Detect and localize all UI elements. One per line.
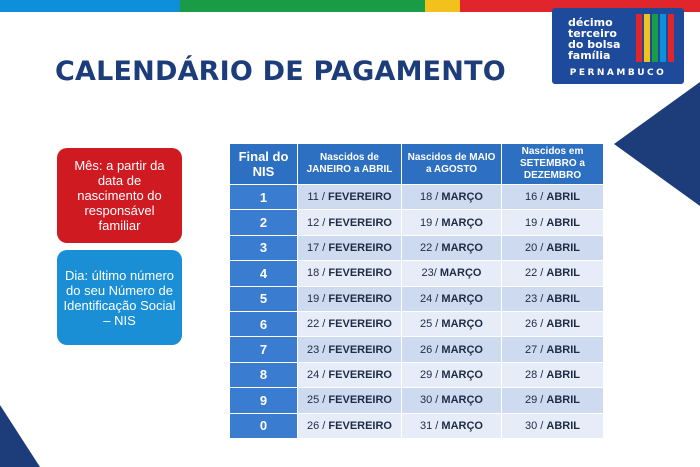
payment-date-cell — [402, 337, 502, 362]
payment-day: 22 / — [524, 267, 544, 280]
top-stripe-blue — [0, 0, 180, 12]
table-row — [230, 185, 604, 210]
payment-date-cell — [502, 210, 604, 235]
program-logo — [552, 8, 684, 84]
payment-month: MARÇO — [441, 343, 483, 356]
payment-date-cell — [502, 413, 604, 438]
payment-day: 17 / — [307, 241, 326, 254]
payment-date-cell — [402, 388, 502, 413]
payment-day: 26 / — [420, 343, 439, 356]
nis-digit: 0 — [230, 413, 298, 438]
payment-day: 28 / — [524, 368, 544, 381]
payment-month: MARÇO — [441, 419, 483, 432]
payment-date-cell — [298, 413, 402, 438]
month-info-box — [57, 148, 182, 243]
payment-date-cell — [298, 261, 402, 286]
payment-date-cell — [402, 286, 502, 311]
payment-date-cell — [502, 235, 604, 260]
nis-digit: 8 — [230, 362, 298, 387]
nis-digit: 9 — [230, 388, 298, 413]
logo-color-bars — [636, 14, 674, 62]
payment-date-cell — [502, 337, 604, 362]
payment-day: 30 / — [420, 394, 439, 407]
payment-date-cell — [402, 362, 502, 387]
payment-month: MARÇO — [441, 394, 483, 407]
payment-day: 26 / — [524, 318, 544, 331]
payment-day: 27 / — [524, 343, 544, 356]
payment-day: 25 / — [307, 394, 326, 407]
payment-date-cell — [298, 210, 402, 235]
day-info-box — [57, 250, 182, 345]
payment-day: 26 / — [307, 419, 326, 432]
payment-date-cell — [298, 311, 402, 336]
table-header-row — [230, 144, 604, 185]
header-set-dez: Nascidos em SETEMBRO a DEZEMBRO — [502, 144, 604, 185]
payment-month: FEVEREIRO — [328, 318, 392, 331]
nis-digit: 5 — [230, 286, 298, 311]
header-mai-ago: Nascidos de MAIO a AGOSTO — [402, 144, 502, 185]
payment-calendar-table — [229, 143, 604, 439]
payment-day: 19 / — [307, 292, 326, 305]
nis-digit: 1 — [230, 185, 298, 210]
payment-month: MARÇO — [441, 241, 483, 254]
nis-digit: 6 — [230, 311, 298, 336]
payment-day: 19 / — [420, 216, 439, 229]
logo-line-3: do bolsa — [568, 38, 621, 51]
payment-month: FEVEREIRO — [328, 343, 392, 356]
payment-month: FEVEREIRO — [328, 394, 392, 407]
payment-month: ABRIL — [546, 292, 581, 305]
decorative-triangle-right — [614, 82, 700, 206]
payment-month: ABRIL — [546, 267, 581, 280]
table-row — [230, 311, 604, 336]
payment-day: 24 / — [420, 292, 439, 305]
payment-month: MARÇO — [441, 318, 483, 331]
payment-day: 23 / — [307, 343, 326, 356]
payment-month: MARÇO — [439, 267, 482, 280]
logo-state: PERNAMBUCO — [569, 68, 667, 78]
payment-month: FEVEREIRO — [328, 267, 392, 280]
payment-day: 23 / — [524, 292, 544, 305]
table-row — [230, 235, 604, 260]
payment-day: 20 / — [524, 241, 544, 254]
header-final-nis: Final do NIS — [230, 144, 298, 185]
payment-date-cell — [402, 413, 502, 438]
payment-date-cell — [502, 261, 604, 286]
payment-month: FEVEREIRO — [328, 216, 392, 229]
table-row — [230, 286, 604, 311]
table-row — [230, 210, 604, 235]
nis-digit: 3 — [230, 235, 298, 260]
payment-day: 23/ — [421, 267, 437, 280]
payment-day: 22 / — [307, 318, 326, 331]
payment-date-cell — [402, 210, 502, 235]
payment-month: MARÇO — [441, 292, 483, 305]
payment-date-cell — [502, 185, 604, 210]
table-row — [230, 413, 604, 438]
payment-date-cell — [298, 185, 402, 210]
payment-day: 19 / — [524, 216, 544, 229]
nis-digit: 7 — [230, 337, 298, 362]
payment-day: 31 / — [420, 419, 439, 432]
payment-day: 11 / — [307, 191, 325, 204]
logo-line-4: família — [568, 49, 611, 62]
table-row — [230, 337, 604, 362]
payment-month: ABRIL — [546, 191, 581, 204]
payment-date-cell — [502, 388, 604, 413]
payment-month: FEVEREIRO — [328, 191, 392, 204]
payment-date-cell — [298, 337, 402, 362]
payment-month: ABRIL — [546, 394, 581, 407]
logo-line-2: terceiro — [568, 27, 617, 40]
payment-day: 18 / — [307, 267, 326, 280]
payment-day: 22 / — [420, 241, 439, 254]
payment-date-cell — [402, 261, 502, 286]
payment-month: MARÇO — [441, 191, 483, 204]
payment-month: FEVEREIRO — [328, 241, 392, 254]
top-stripe-green — [180, 0, 425, 12]
payment-date-cell — [298, 362, 402, 387]
decorative-triangle-bottom-left — [0, 405, 40, 467]
payment-date-cell — [502, 311, 604, 336]
payment-month: ABRIL — [546, 318, 581, 331]
nis-digit: 4 — [230, 261, 298, 286]
logo-line-1: décimo — [568, 16, 613, 29]
payment-date-cell — [298, 388, 402, 413]
payment-date-cell — [402, 185, 502, 210]
payment-month: MARÇO — [441, 368, 483, 381]
table-row — [230, 362, 604, 387]
header-jan-abr: Nascidos de JANEIRO a ABRIL — [298, 144, 402, 185]
payment-date-cell — [502, 362, 604, 387]
payment-month: ABRIL — [546, 419, 581, 432]
payment-day: 29 / — [420, 368, 439, 381]
payment-day: 18 / — [420, 191, 439, 204]
table-row — [230, 388, 604, 413]
payment-day: 24 / — [307, 368, 326, 381]
payment-day: 12 / — [307, 216, 326, 229]
payment-month: ABRIL — [546, 241, 581, 254]
top-stripe-yellow — [425, 0, 460, 12]
payment-month: FEVEREIRO — [328, 292, 392, 305]
table-row — [230, 261, 604, 286]
payment-day: 30 / — [524, 419, 544, 432]
month-info-text: Mês: a partir da data de nascimento do responsável familiar — [74, 158, 165, 233]
payment-date-cell — [502, 286, 604, 311]
nis-digit: 2 — [230, 210, 298, 235]
payment-date-cell — [298, 235, 402, 260]
payment-month: ABRIL — [546, 343, 581, 356]
payment-month: FEVEREIRO — [328, 368, 392, 381]
day-info-text: Dia: último número do seu Número de Identificação Social – NIS — [63, 267, 176, 328]
payment-day: 29 / — [524, 394, 544, 407]
payment-month: MARÇO — [441, 216, 483, 229]
payment-month: ABRIL — [546, 368, 581, 381]
payment-month: ABRIL — [546, 216, 581, 229]
payment-month: FEVEREIRO — [328, 419, 392, 432]
payment-day: 25 / — [420, 318, 439, 331]
payment-date-cell — [402, 235, 502, 260]
payment-day: 16 / — [524, 191, 544, 204]
page-title: CALENDÁRIO DE PAGAMENTO — [55, 56, 506, 87]
payment-date-cell — [298, 286, 402, 311]
payment-date-cell — [402, 311, 502, 336]
